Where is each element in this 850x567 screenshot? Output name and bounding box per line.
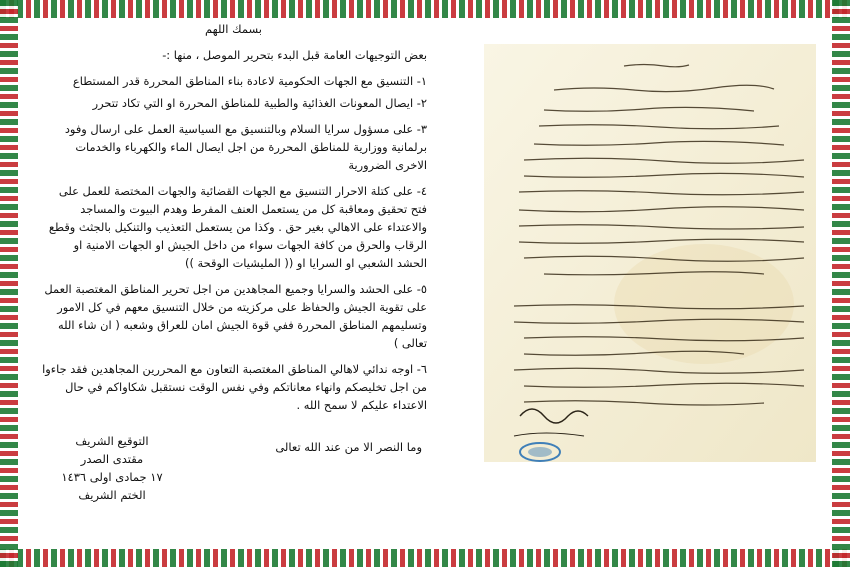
signature-date: ١٧ جمادى اولى ١٤٣٦ bbox=[61, 470, 163, 484]
intro-line: بعض التوجيهات العامة قبل البدء بتحرير الموصل ، منها :- bbox=[162, 48, 427, 62]
directive-item-4: ٤- على كتلة الاحرار التنسيق مع الجهات القضائية والجهات المختصة للعمل على فتح تحقيق ومعاقبة كل من يستعمل العنف المفرط وهدم البيوت والمساجد والاعتداء على الاهالي بغير حق . وكذا من يستعمل التعذيب والتنكيل بالجثث وقطع الرقاب والحرق من كافة الجهات سواء من داخل الجيش او الجهات الامنية او الحشد الشعبي او السرايا او (( المليشيات الوقحة )) bbox=[48, 184, 427, 270]
original-letter-photo bbox=[484, 44, 816, 462]
signature-block bbox=[42, 432, 182, 504]
directive-item-6: ٦- اوجه ندائي لاهالي المناطق المغتصبة التعاون مع المحررين المجاهدين فقد جاءوا من اجل تخليصكم وانهاء معاناتكم وفي نفس الوقت نستقبل شكاواكم في حال الاعتداء عليكم لا سمح الله . bbox=[42, 362, 427, 412]
signatory-name: مقتدى الصدر bbox=[80, 452, 144, 466]
decorative-border-right bbox=[832, 0, 850, 567]
watermark-shape bbox=[614, 244, 794, 364]
signature-label: التوقيع الشريف bbox=[75, 434, 149, 448]
basmala-heading: بسمك اللهم bbox=[205, 22, 262, 36]
directive-item-3: ٣- على مسؤول سرايا السلام وبالتنسيق مع السياسية العمل على ارسال وفود برلمانية ووزارية للمناطق المحررة من اجل ايصال الماء والكهرباء والخدمات الاخرى الضرورية bbox=[64, 122, 427, 172]
seal-label: الختم الشريف bbox=[78, 488, 146, 502]
directive-item-2: ٢- ايصال المعونات الغذائية والطبية للمناطق المحررة او التي تكاد تتحرر bbox=[92, 96, 427, 110]
handwritten-letter-image bbox=[484, 44, 816, 462]
decorative-border-top bbox=[0, 0, 850, 18]
directive-item-5: ٥- على الحشد والسرايا وجميع المجاهدين من اجل تحرير المناطق المغتصبة العمل على تقوية الجيش والحفاظ على مركزيته من خلال التنسيق معهم في كل الامور وتسليمهم المناطق المحررة ففي قوة الجيش امان للعراق وشعبه ( ان شاء الله تعالى ) bbox=[44, 282, 427, 350]
directive-item-1: ١- التنسيق مع الجهات الحكومية لاعادة بناء المناطق المحررة قدر المستطاع bbox=[72, 74, 427, 88]
paper-sheet bbox=[484, 44, 816, 462]
closing-line: وما النصر الا من عند الله تعالى bbox=[275, 440, 422, 454]
decorative-border-bottom bbox=[0, 549, 850, 567]
decorative-border-left bbox=[0, 0, 18, 567]
